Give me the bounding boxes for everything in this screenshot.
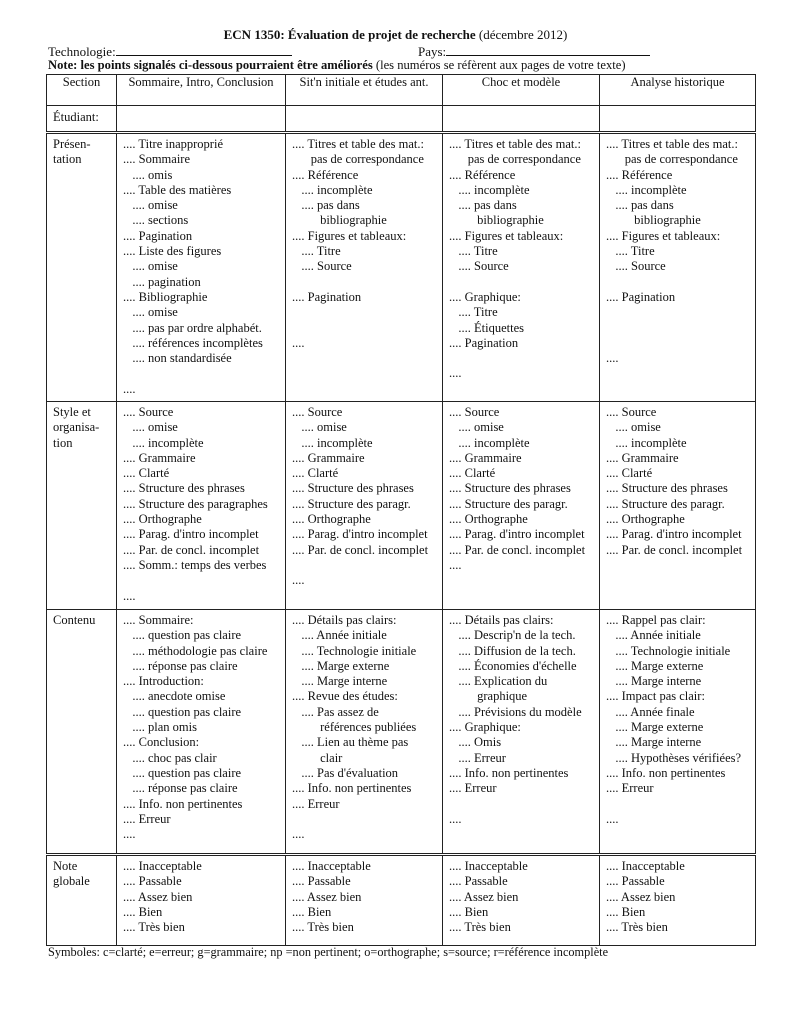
criteria-item[interactable]: .... omise <box>292 420 347 435</box>
criteria-item[interactable]: .... pas dans <box>606 198 674 213</box>
header-sommaire: Sommaire, Intro, Conclusion <box>117 75 286 106</box>
criteria-item[interactable]: pas de correspondance <box>606 152 738 167</box>
criteria-item[interactable]: .... Table des matières <box>123 182 232 197</box>
criteria-item[interactable]: .... Par. de concl. incomplet <box>123 542 260 557</box>
criteria-item[interactable]: .... Marge externe <box>606 720 704 735</box>
criteria-item[interactable]: .... omise <box>123 305 178 320</box>
criteria-item[interactable]: .... Introduction: <box>123 674 204 689</box>
criteria-item[interactable]: .... pas dans <box>292 198 360 213</box>
criteria-item[interactable]: .... Économies d'échelle <box>449 658 577 673</box>
criteria-item[interactable]: .... Clarté <box>449 466 496 481</box>
criteria-item[interactable]: .... Prévisions du modèle <box>449 704 582 719</box>
criteria-item[interactable]: .... Graphique: <box>449 289 521 304</box>
criteria-item[interactable]: .... pas dans <box>449 198 517 213</box>
criteria-item[interactable]: .... incomplète <box>123 435 204 450</box>
criteria-item[interactable]: .... Par. de concl. incomplet <box>606 542 743 557</box>
criteria-item[interactable]: .... Assez bien <box>606 889 676 904</box>
criteria-item[interactable]: .... incomplète <box>449 182 530 197</box>
criteria-item[interactable]: .... Bien <box>123 904 163 919</box>
criteria-cell <box>286 133 443 402</box>
criteria-item[interactable]: .... incomplète <box>292 435 373 450</box>
section-label-line: Note <box>53 859 78 873</box>
section-label-line: Contenu <box>53 613 96 627</box>
criteria-item[interactable]: .... Pagination <box>449 335 519 350</box>
criteria-cell <box>117 855 286 946</box>
criteria-item[interactable]: bibliographie <box>449 213 544 228</box>
criteria-list <box>286 856 442 935</box>
criteria-item[interactable]: .... Grammaire <box>449 450 522 465</box>
criteria-item[interactable]: bibliographie <box>606 213 701 228</box>
criteria-list <box>286 402 442 589</box>
criteria-item[interactable]: .... Lien au thème pas <box>292 735 409 750</box>
criteria-item[interactable]: .... Source <box>606 405 657 419</box>
criteria-item[interactable]: .... Inacceptable <box>449 859 528 873</box>
header-section: Section <box>47 75 117 106</box>
criteria-item[interactable]: .... Très bien <box>292 920 354 935</box>
etudiant-row <box>47 106 756 133</box>
criteria-item[interactable]: .... Marge interne <box>292 674 388 689</box>
criteria-item[interactable]: .... Pas d'évaluation <box>292 765 399 780</box>
criteria-item[interactable]: .... Année finale <box>606 704 695 719</box>
criteria-list <box>443 610 599 827</box>
criteria-item[interactable]: .... <box>449 366 462 381</box>
criteria-list <box>443 856 599 935</box>
criteria-item[interactable]: .... Année initiale <box>292 628 387 643</box>
criteria-item[interactable]: .... Impact pas clair: <box>606 689 705 704</box>
criteria-item[interactable]: .... question pas claire <box>123 765 242 780</box>
criteria-item[interactable]: .... Année initiale <box>606 628 701 643</box>
criteria-list <box>443 134 599 382</box>
title-bold: ECN 1350: Évaluation de projet de recherche <box>223 27 476 42</box>
criteria-item[interactable] <box>449 797 593 812</box>
criteria-item[interactable]: .... Structure des paragraphes <box>123 496 268 511</box>
criteria-item[interactable]: .... Source <box>449 405 500 419</box>
criteria-item[interactable]: .... Structure des phrases <box>449 481 571 496</box>
criteria-item[interactable]: .... Passable <box>123 874 182 889</box>
section-label-line: tion <box>53 435 73 450</box>
criteria-item[interactable]: .... Info. non pertinentes <box>449 765 569 780</box>
criteria-item[interactable]: .... Clarté <box>123 466 170 481</box>
criteria-item[interactable]: .... Orthographe <box>292 512 371 527</box>
section-label-line: Style et <box>53 405 91 419</box>
criteria-cell <box>443 133 600 402</box>
criteria-item[interactable]: .... <box>449 557 462 572</box>
criteria-item[interactable] <box>292 812 436 827</box>
criteria-item[interactable] <box>292 321 436 336</box>
criteria-item[interactable]: .... <box>606 351 619 366</box>
criteria-item[interactable]: clair <box>292 750 343 765</box>
criteria-item[interactable]: .... Orthographe <box>123 512 202 527</box>
note-line <box>48 58 758 73</box>
criteria-item[interactable]: .... question pas claire <box>123 704 242 719</box>
section-label <box>47 402 117 610</box>
criteria-item[interactable]: .... Très bien <box>123 920 185 935</box>
criteria-item[interactable]: .... Clarté <box>606 466 653 481</box>
criteria-item[interactable]: .... Parag. d'intro incomplet <box>606 527 742 542</box>
criteria-item[interactable] <box>292 275 436 290</box>
criteria-item[interactable]: .... Erreur <box>449 750 506 765</box>
criteria-item[interactable]: .... Titre <box>449 305 498 320</box>
etudiant-cell[interactable] <box>600 106 756 133</box>
criteria-item[interactable]: .... Assez bien <box>449 889 519 904</box>
criteria-item[interactable]: références publiées <box>292 720 417 735</box>
criteria-item[interactable]: .... Inacceptable <box>292 859 371 873</box>
criteria-item[interactable]: .... <box>292 335 305 350</box>
criteria-item[interactable]: .... <box>292 573 305 588</box>
section-label-line: organisa- <box>53 420 100 435</box>
criteria-item[interactable]: .... non standardisée <box>123 351 232 366</box>
etudiant-cell[interactable] <box>443 106 600 133</box>
criteria-item[interactable]: .... réponse pas claire <box>123 781 238 796</box>
criteria-item[interactable]: .... réponse pas claire <box>123 658 238 673</box>
criteria-item[interactable]: .... choc pas clair <box>123 750 217 765</box>
criteria-item[interactable]: .... omise <box>606 420 661 435</box>
criteria-item[interactable]: .... Marge interne <box>606 735 702 750</box>
criteria-item[interactable]: .... omise <box>123 420 178 435</box>
page-title <box>0 27 791 43</box>
criteria-item[interactable]: .... Détails pas clairs: <box>449 613 554 627</box>
criteria-item[interactable] <box>449 275 593 290</box>
criteria-item[interactable]: .... Info. non pertinentes <box>292 781 412 796</box>
symbols-legend: Symboles: c=clarté; e=erreur; g=grammaire; np =non pertinent; o=orthographe; s=source; r=référence incomplète <box>48 945 609 959</box>
section-label-line: globale <box>53 874 90 889</box>
criteria-item[interactable] <box>606 305 749 320</box>
criteria-item[interactable]: .... Erreur <box>123 811 171 826</box>
criteria-item[interactable]: .... Source <box>292 259 352 274</box>
criteria-item[interactable]: .... Grammaire <box>292 450 365 465</box>
section-label <box>47 610 117 855</box>
criteria-item[interactable]: .... anecdote omise <box>123 689 226 704</box>
evaluation-table-body <box>47 75 756 946</box>
criteria-item[interactable]: .... Orthographe <box>449 512 528 527</box>
criteria-item[interactable]: .... Sommaire <box>123 152 191 167</box>
note-bold: Note: les points signalés ci-dessous pourraient être améliorés <box>48 58 373 72</box>
etudiant-cell[interactable] <box>117 106 286 133</box>
criteria-item[interactable]: .... <box>606 811 619 826</box>
criteria-item[interactable]: .... Passable <box>449 874 508 889</box>
criteria-item[interactable]: .... Bibliographie <box>123 289 208 304</box>
criteria-list <box>117 134 285 397</box>
criteria-cell <box>443 402 600 610</box>
criteria-item[interactable]: .... Clarté <box>292 466 339 481</box>
section-row-contenu <box>47 610 756 855</box>
criteria-item[interactable]: .... <box>123 381 136 396</box>
criteria-item[interactable]: .... Somm.: temps des verbes <box>123 557 267 572</box>
criteria-cell <box>600 402 756 610</box>
etudiant-cell[interactable] <box>286 106 443 133</box>
criteria-item[interactable] <box>606 275 749 290</box>
criteria-item[interactable]: .... Orthographe <box>606 512 685 527</box>
section-label <box>47 133 117 402</box>
criteria-item[interactable]: .... Étiquettes <box>449 320 524 335</box>
criteria-list <box>600 610 755 827</box>
header-fields <box>48 43 748 59</box>
criteria-item[interactable]: .... Erreur <box>606 781 654 796</box>
criteria-item[interactable]: .... Explication du <box>449 674 548 689</box>
section-row-style <box>47 402 756 610</box>
criteria-item[interactable]: .... Pagination <box>606 289 676 304</box>
criteria-item[interactable] <box>606 336 749 351</box>
criteria-item[interactable]: .... Parag. d'intro incomplet <box>449 527 585 542</box>
section-label-line: tation <box>53 152 82 167</box>
criteria-item[interactable]: .... omis <box>123 167 173 182</box>
criteria-item[interactable]: .... Conclusion: <box>123 735 200 750</box>
criteria-item[interactable]: .... Revue des études: <box>292 689 398 704</box>
criteria-cell <box>286 855 443 946</box>
section-label <box>47 855 117 946</box>
criteria-item[interactable] <box>449 351 593 366</box>
criteria-cell <box>286 610 443 855</box>
criteria-item[interactable]: .... Parag. d'intro incomplet <box>123 527 259 542</box>
criteria-item[interactable]: .... Passable <box>292 874 351 889</box>
criteria-item[interactable]: .... Passable <box>606 874 665 889</box>
criteria-item[interactable] <box>606 321 749 336</box>
criteria-item[interactable]: .... sections <box>123 213 189 228</box>
criteria-item[interactable]: .... Structure des phrases <box>123 481 245 496</box>
criteria-list <box>117 402 285 604</box>
criteria-cell <box>117 610 286 855</box>
criteria-item[interactable]: .... Source <box>123 405 174 419</box>
criteria-item[interactable]: .... Graphique: <box>449 720 521 735</box>
criteria-item[interactable]: .... Grammaire <box>606 450 679 465</box>
criteria-item[interactable]: .... Bien <box>449 904 489 919</box>
criteria-item[interactable]: .... Source <box>292 405 343 419</box>
criteria-item[interactable]: .... Info. non pertinentes <box>606 765 726 780</box>
criteria-list <box>117 856 285 935</box>
criteria-item[interactable]: .... pagination <box>123 274 201 289</box>
criteria-item[interactable]: .... Source <box>449 259 509 274</box>
criteria-item[interactable]: .... Omis <box>449 735 502 750</box>
criteria-item[interactable]: .... Structure des phrases <box>606 481 728 496</box>
criteria-cell <box>600 133 756 402</box>
criteria-item[interactable]: .... Grammaire <box>123 450 196 465</box>
criteria-item[interactable]: .... incomplète <box>606 182 687 197</box>
criteria-item[interactable]: .... Figures et tableaux: <box>449 228 564 243</box>
pays-blank[interactable] <box>446 43 650 56</box>
criteria-item[interactable]: .... Pagination <box>292 289 362 304</box>
criteria-item[interactable]: .... Référence <box>606 167 673 182</box>
criteria-cell <box>600 855 756 946</box>
criteria-item[interactable]: .... question pas claire <box>123 628 242 643</box>
criteria-cell <box>286 402 443 610</box>
criteria-item[interactable]: .... Figures et tableaux: <box>606 228 721 243</box>
criteria-item[interactable]: .... Par. de concl. incomplet <box>292 542 429 557</box>
section-label-text <box>47 134 116 168</box>
criteria-item[interactable] <box>292 305 436 320</box>
section-label-text <box>47 402 116 451</box>
criteria-item[interactable]: .... Pas assez de <box>292 704 379 719</box>
section-row-note-globale <box>47 855 756 946</box>
section-label-text <box>47 856 116 890</box>
criteria-item[interactable]: .... Titres et table des mat.: <box>606 137 738 151</box>
criteria-item[interactable]: .... pas par ordre alphabét. <box>123 320 262 335</box>
criteria-item[interactable]: .... Structure des paragr. <box>606 496 725 511</box>
section-label-text <box>47 610 116 628</box>
criteria-item[interactable]: .... Technologie initiale <box>292 643 417 658</box>
etudiant-label: Étudiant: <box>47 106 117 133</box>
header-analyse: Analyse historique <box>600 75 756 106</box>
criteria-item[interactable]: .... plan omis <box>123 720 197 735</box>
criteria-item[interactable]: .... Descrip'n de la tech. <box>449 628 576 643</box>
criteria-item[interactable]: .... Très bien <box>606 920 668 935</box>
criteria-item[interactable]: .... Inacceptable <box>606 859 685 873</box>
criteria-item[interactable]: .... Erreur <box>449 781 497 796</box>
criteria-item[interactable]: .... Inacceptable <box>123 859 202 873</box>
criteria-item[interactable]: .... Pagination <box>123 228 193 243</box>
technologie-label: Technologie: <box>48 44 116 59</box>
criteria-cell <box>117 133 286 402</box>
criteria-item[interactable]: .... omise <box>123 259 178 274</box>
criteria-item[interactable]: pas de correspondance <box>292 152 424 167</box>
criteria-item[interactable]: .... Assez bien <box>292 889 362 904</box>
criteria-item[interactable]: .... incomplète <box>292 182 373 197</box>
criteria-item[interactable]: .... Titre <box>606 244 655 259</box>
criteria-item[interactable]: .... Titre <box>449 244 498 259</box>
criteria-item[interactable]: .... Bien <box>292 904 332 919</box>
criteria-cell <box>117 402 286 610</box>
criteria-list <box>286 610 442 842</box>
header-situation: Sit'n initiale et études ant. <box>286 75 443 106</box>
criteria-item[interactable]: .... Sommaire: <box>123 613 194 627</box>
title-date: (décembre 2012) <box>475 27 568 42</box>
criteria-item[interactable]: .... Marge interne <box>606 674 702 689</box>
criteria-item[interactable]: .... <box>449 811 462 826</box>
criteria-item[interactable]: .... Détails pas clairs: <box>292 613 397 627</box>
criteria-item[interactable]: .... Marge externe <box>606 658 704 673</box>
criteria-item[interactable]: .... Info. non pertinentes <box>123 796 243 811</box>
criteria-cell <box>443 855 600 946</box>
header-row <box>47 75 756 106</box>
section-row-presentation <box>47 133 756 402</box>
criteria-item[interactable]: .... omise <box>123 198 178 213</box>
evaluation-table <box>46 74 756 946</box>
criteria-item[interactable]: .... Titre inapproprié <box>123 137 223 151</box>
criteria-item[interactable] <box>606 797 749 812</box>
criteria-item[interactable]: .... Titre <box>292 244 341 259</box>
criteria-item[interactable]: .... <box>292 827 305 842</box>
criteria-item[interactable]: bibliographie <box>292 213 387 228</box>
criteria-item[interactable]: .... incomplète <box>606 435 687 450</box>
pays-label: Pays: <box>418 44 447 59</box>
criteria-item[interactable]: graphique <box>449 689 528 704</box>
criteria-item[interactable]: .... Par. de concl. incomplet <box>449 542 586 557</box>
criteria-item[interactable] <box>123 573 279 588</box>
criteria-item[interactable]: .... omise <box>449 420 504 435</box>
criteria-item[interactable]: .... Marge externe <box>292 658 390 673</box>
criteria-cell <box>600 610 756 855</box>
criteria-item[interactable]: .... Titres et table des mat.: <box>292 137 424 151</box>
criteria-item[interactable]: .... Liste des figures <box>123 244 222 259</box>
criteria-item[interactable]: .... méthodologie pas claire <box>123 643 268 658</box>
criteria-item[interactable]: .... Erreur <box>292 796 340 811</box>
criteria-item[interactable]: .... Structure des paragr. <box>292 496 411 511</box>
criteria-item[interactable]: .... Très bien <box>449 920 511 935</box>
criteria-item[interactable]: pas de correspondance <box>449 152 581 167</box>
header-choc: Choc et modèle <box>443 75 600 106</box>
criteria-list <box>600 402 755 558</box>
criteria-item[interactable]: .... incomplète <box>449 435 530 450</box>
criteria-item[interactable]: .... Structure des paragr. <box>449 496 568 511</box>
criteria-item[interactable] <box>292 558 436 573</box>
criteria-item[interactable]: .... références incomplètes <box>123 335 263 350</box>
criteria-item[interactable]: .... Figures et tableaux: <box>292 228 407 243</box>
criteria-cell <box>443 610 600 855</box>
criteria-item[interactable]: .... Titres et table des mat.: <box>449 137 581 151</box>
criteria-item[interactable]: .... Parag. d'intro incomplet <box>292 527 428 542</box>
criteria-item[interactable]: .... Assez bien <box>123 889 193 904</box>
criteria-item[interactable]: .... <box>123 588 136 603</box>
criteria-item[interactable]: .... Source <box>606 259 666 274</box>
criteria-item[interactable]: .... <box>123 827 136 842</box>
criteria-item[interactable]: .... Référence <box>292 167 359 182</box>
criteria-item[interactable] <box>123 366 279 381</box>
criteria-list <box>600 134 755 366</box>
criteria-item[interactable]: .... Rappel pas clair: <box>606 613 706 627</box>
criteria-item[interactable]: .... Diffusion de la tech. <box>449 643 576 658</box>
criteria-list <box>117 610 285 842</box>
note-normal: (les numéros se réfèrent aux pages de votre texte) <box>372 58 626 72</box>
criteria-item[interactable]: .... Technologie initiale <box>606 643 731 658</box>
criteria-list <box>443 402 599 573</box>
criteria-item[interactable]: .... Référence <box>449 167 516 182</box>
technologie-blank[interactable] <box>116 43 292 56</box>
criteria-item[interactable]: .... Bien <box>606 904 646 919</box>
criteria-list <box>600 856 755 935</box>
criteria-list <box>286 134 442 351</box>
section-label-line: Présen- <box>53 137 91 151</box>
criteria-item[interactable]: .... Structure des phrases <box>292 481 414 496</box>
criteria-item[interactable]: .... Hypothèses vérifiées? <box>606 750 742 765</box>
